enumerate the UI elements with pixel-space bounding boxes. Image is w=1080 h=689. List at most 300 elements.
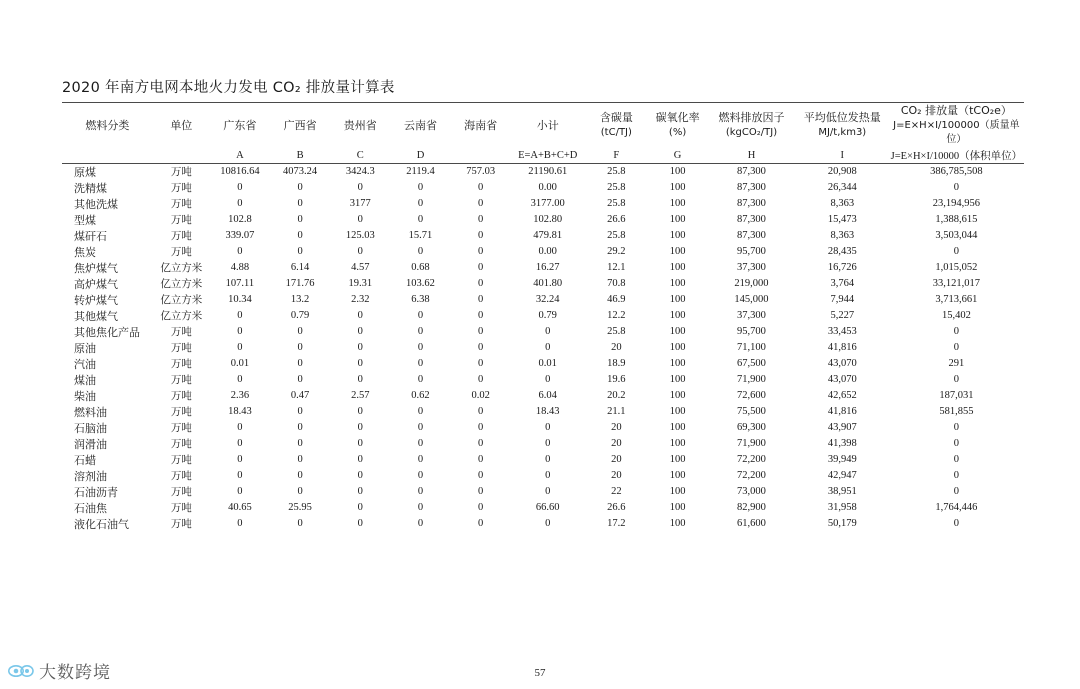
cell-yunnan: 0 <box>417 518 424 530</box>
cell-fuel-type: 焦炉煤气 <box>74 261 118 275</box>
cell-heat-value: 43,070 <box>827 358 857 370</box>
cell-co2-emissions: 0 <box>953 374 959 386</box>
cell-heat-value: 43,907 <box>827 422 857 434</box>
header-unit-heat-value: MJ/t,km3) <box>818 127 867 139</box>
cell-co2-emissions: 0 <box>953 326 959 338</box>
cell-subtotal: 18.43 <box>535 406 560 418</box>
cell-guangdong: 0 <box>237 438 243 450</box>
cell-unit: 亿立方米 <box>160 262 203 275</box>
cell-yunnan: 2119.4 <box>406 166 435 178</box>
cell-guangxi: 0 <box>297 438 303 450</box>
cell-carbon-content: 20 <box>611 438 622 450</box>
cell-oxidation-rate: 100 <box>669 342 686 354</box>
cell-fuel-type: 润滑油 <box>74 437 107 451</box>
cell-heat-value: 31,958 <box>827 502 857 514</box>
header-cell-guangdong: 广东省 <box>223 118 257 132</box>
header-unit-oxidation-rate: (%) <box>668 127 687 139</box>
cell-guangxi: 25.95 <box>288 502 312 514</box>
subheader-cell-j: J=E×H×I/10000（体积单位） <box>889 148 1024 164</box>
cell-unit: 亿立方米 <box>160 310 203 323</box>
cell-unit: 万吨 <box>170 358 192 371</box>
cell-guangdong: 0 <box>237 470 243 482</box>
cell-guangxi: 0 <box>297 214 303 226</box>
table-row <box>62 468 1024 484</box>
cell-hainan: 0 <box>478 294 484 306</box>
cell-subtotal: 0 <box>545 374 551 386</box>
cell-subtotal: 401.80 <box>533 278 563 290</box>
subheader-cell-e: E=A+B+C+D <box>511 148 585 164</box>
cell-guangdong: 0 <box>237 374 243 386</box>
cell-yunnan: 15.71 <box>408 230 433 242</box>
cell-fuel-type: 煤矸石 <box>74 229 107 243</box>
header-cell-co2-emissions <box>889 103 1024 148</box>
table-row <box>62 420 1024 436</box>
cell-guangdong: 0 <box>237 422 243 434</box>
cell-guangxi: 0 <box>297 326 303 338</box>
cell-oxidation-rate: 100 <box>669 262 686 274</box>
cell-unit: 万吨 <box>170 326 192 339</box>
cell-yunnan: 0 <box>417 182 424 194</box>
cell-hainan: 0 <box>478 278 484 290</box>
cell-yunnan: 0 <box>417 422 424 434</box>
subheader-cell-6 <box>451 148 511 164</box>
cell-fuel-type: 石蜡 <box>74 453 96 467</box>
cell-oxidation-rate: 100 <box>669 374 686 386</box>
cell-subtotal: 0.00 <box>538 246 557 258</box>
cell-subtotal: 0 <box>545 438 551 450</box>
table-row <box>62 500 1024 516</box>
cell-guizhou: 0 <box>357 422 363 434</box>
cell-emission-factor: 71,900 <box>737 374 766 386</box>
cell-unit: 亿立方米 <box>160 278 203 291</box>
header-formula-mass-unit: J=E×H×I/100000（质量单位） <box>893 119 1020 146</box>
cell-guangxi: 0 <box>297 198 303 210</box>
watermark <box>8 658 111 683</box>
cell-hainan: 0 <box>478 358 484 370</box>
cell-emission-factor: 73,000 <box>737 486 766 498</box>
cell-guangxi: 0 <box>297 518 303 530</box>
cell-hainan: 0 <box>478 406 484 418</box>
cell-oxidation-rate: 100 <box>669 502 686 514</box>
cell-emission-factor: 71,900 <box>737 438 766 450</box>
cell-subtotal: 479.81 <box>533 230 563 242</box>
table-row <box>62 340 1024 356</box>
cell-unit: 万吨 <box>170 374 192 387</box>
cell-yunnan: 103.62 <box>406 278 435 290</box>
cell-guangdong: 18.43 <box>228 406 252 418</box>
cell-subtotal: 102.80 <box>533 214 563 226</box>
cell-oxidation-rate: 100 <box>669 310 686 322</box>
cell-hainan: 0 <box>478 454 484 466</box>
cell-co2-emissions: 0 <box>953 342 959 354</box>
cell-guizhou: 0 <box>357 486 363 498</box>
cell-co2-emissions: 3,713,661 <box>935 294 978 306</box>
table-row <box>62 388 1024 404</box>
cell-carbon-content: 26.6 <box>607 502 626 514</box>
cell-guizhou: 0 <box>357 518 363 530</box>
cell-emission-factor: 67,500 <box>737 358 766 370</box>
cell-guizhou: 0 <box>357 438 363 450</box>
cell-emission-factor: 95,700 <box>737 246 766 258</box>
cell-oxidation-rate: 100 <box>669 326 686 338</box>
cell-guangdong: 0 <box>237 246 243 258</box>
cell-fuel-type: 其他洗煤 <box>74 197 118 211</box>
cell-unit: 万吨 <box>170 246 192 259</box>
cell-emission-factor: 37,300 <box>737 262 766 274</box>
cell-guangdong: 40.65 <box>228 502 252 514</box>
cell-emission-factor: 69,300 <box>737 422 766 434</box>
cell-carbon-content: 20.2 <box>607 390 626 402</box>
cell-guangxi: 4073.24 <box>283 166 318 178</box>
cell-fuel-type: 煤油 <box>74 373 96 387</box>
cell-unit: 万吨 <box>170 422 192 435</box>
page-number: 57 <box>534 667 546 679</box>
table-row <box>62 180 1024 196</box>
cell-guangdong: 4.88 <box>230 262 250 274</box>
table-subheader-row <box>62 148 1024 164</box>
subheader-cell-h: H <box>707 148 796 164</box>
cell-oxidation-rate: 100 <box>669 438 686 450</box>
cell-hainan: 0 <box>478 518 484 530</box>
cell-subtotal: 0.00 <box>538 182 557 194</box>
cell-hainan: 0 <box>478 230 484 242</box>
cell-heat-value: 39,949 <box>827 454 857 466</box>
cell-oxidation-rate: 100 <box>669 406 686 418</box>
cell-carbon-content: 29.2 <box>607 246 626 258</box>
cell-guangdong: 107.11 <box>225 278 255 290</box>
cell-yunnan: 6.38 <box>411 294 430 306</box>
cell-heat-value: 38,951 <box>827 486 857 498</box>
cell-guangxi: 0 <box>297 358 303 370</box>
cell-subtotal: 0 <box>545 326 551 338</box>
cell-co2-emissions: 15,402 <box>941 310 971 322</box>
cell-hainan: 0 <box>478 502 484 514</box>
cell-co2-emissions: 0 <box>953 518 959 530</box>
cell-subtotal: 0 <box>545 470 551 482</box>
cell-carbon-content: 21.1 <box>607 406 626 418</box>
subheader-cell-g: G <box>648 148 707 164</box>
header-cell-heat-value <box>796 103 889 148</box>
cell-heat-value: 15,473 <box>827 214 857 226</box>
cell-yunnan: 0 <box>417 438 424 450</box>
cell-carbon-content: 46.9 <box>607 294 626 306</box>
cell-guangxi: 0 <box>297 374 303 386</box>
cell-unit: 万吨 <box>170 214 192 227</box>
cell-hainan: 0 <box>478 422 484 434</box>
cell-subtotal: 0.01 <box>538 358 557 370</box>
cell-oxidation-rate: 100 <box>669 454 686 466</box>
cell-hainan: 0 <box>478 470 484 482</box>
cell-unit: 亿立方米 <box>160 294 203 307</box>
cell-carbon-content: 26.6 <box>607 214 626 226</box>
cell-heat-value: 43,070 <box>827 374 857 386</box>
cell-emission-factor: 71,100 <box>737 342 766 354</box>
header-label-oxidation-rate: 碳氧化率 <box>655 111 700 125</box>
cell-co2-emissions: 0 <box>953 486 959 498</box>
cell-heat-value: 20,908 <box>827 166 857 178</box>
cell-emission-factor: 95,700 <box>737 326 766 338</box>
cell-carbon-content: 12.1 <box>607 262 626 274</box>
cell-oxidation-rate: 100 <box>669 294 686 306</box>
cell-heat-value: 42,652 <box>827 390 857 402</box>
cell-emission-factor: 87,300 <box>737 214 766 226</box>
watermark-text: 大数跨境 <box>39 663 111 683</box>
cell-fuel-type: 洗精煤 <box>74 181 107 195</box>
cell-fuel-type: 原煤 <box>74 165 96 179</box>
cell-heat-value: 8,363 <box>830 198 855 210</box>
table-row <box>62 356 1024 372</box>
table-row <box>62 324 1024 340</box>
cell-unit: 万吨 <box>170 406 192 419</box>
table-row <box>62 244 1024 260</box>
cell-subtotal: 6.04 <box>538 390 557 402</box>
table-row <box>62 484 1024 500</box>
cell-co2-emissions: 0 <box>953 454 959 466</box>
header-cell-hainan: 海南省 <box>464 118 498 132</box>
cell-guizhou: 0 <box>357 326 363 338</box>
cell-subtotal: 16.27 <box>535 262 560 274</box>
cell-emission-factor: 75,500 <box>737 406 766 418</box>
table-header-row <box>62 103 1024 148</box>
cell-oxidation-rate: 100 <box>669 230 686 242</box>
header-cell-fuel-type: 燃料分类 <box>85 118 130 132</box>
cell-emission-factor: 72,200 <box>737 454 766 466</box>
cell-co2-emissions: 0 <box>953 246 959 258</box>
table-row <box>62 436 1024 452</box>
cell-guangxi: 171.76 <box>285 278 315 290</box>
cell-carbon-content: 12.2 <box>607 310 626 322</box>
cell-carbon-content: 22 <box>611 486 622 498</box>
cell-guizhou: 0 <box>357 358 363 370</box>
cell-carbon-content: 17.2 <box>607 518 626 530</box>
table-row <box>62 308 1024 324</box>
cell-fuel-type: 石油沥青 <box>74 485 118 499</box>
cell-yunnan: 0.62 <box>411 390 430 402</box>
cell-unit: 万吨 <box>170 198 192 211</box>
cell-fuel-type: 高炉煤气 <box>74 277 118 291</box>
cell-guangxi: 0.79 <box>290 310 310 322</box>
cell-oxidation-rate: 100 <box>669 422 686 434</box>
cell-oxidation-rate: 100 <box>669 358 686 370</box>
cell-emission-factor: 87,300 <box>737 230 766 242</box>
cell-fuel-type: 溶剂油 <box>74 469 107 483</box>
table-row <box>62 260 1024 276</box>
cell-hainan: 0 <box>478 214 484 226</box>
cell-guangxi: 0 <box>297 342 303 354</box>
cell-guizhou: 0 <box>357 342 363 354</box>
page-title: 2020 年南方电网本地火力发电 CO₂ 排放量计算表 <box>62 76 1024 103</box>
cell-guizhou: 0 <box>357 406 363 418</box>
cell-guangxi: 0.47 <box>290 390 310 402</box>
cell-hainan: 0 <box>478 342 484 354</box>
cell-hainan: 0 <box>478 310 484 322</box>
cell-co2-emissions: 187,031 <box>939 390 974 402</box>
cell-subtotal: 32.24 <box>535 294 560 306</box>
cell-guizhou: 0 <box>357 470 363 482</box>
cell-hainan: 0 <box>478 246 484 258</box>
cell-yunnan: 0 <box>417 310 424 322</box>
cell-hainan: 0 <box>478 486 484 498</box>
cell-subtotal: 66.60 <box>535 502 560 514</box>
cell-subtotal: 0 <box>545 486 551 498</box>
cell-yunnan: 0 <box>417 326 424 338</box>
cell-fuel-type: 焦炭 <box>74 245 96 259</box>
cell-heat-value: 41,398 <box>827 438 857 450</box>
cell-co2-emissions: 0 <box>953 470 959 482</box>
cell-hainan: 0 <box>478 182 484 194</box>
cell-guangdong: 0 <box>237 518 243 530</box>
cell-hainan: 0 <box>478 198 484 210</box>
cell-fuel-type: 燃料油 <box>74 405 107 419</box>
cell-guizhou: 0 <box>357 374 363 386</box>
cell-yunnan: 0 <box>417 358 424 370</box>
cell-emission-factor: 219,000 <box>734 278 769 290</box>
cell-oxidation-rate: 100 <box>669 246 686 258</box>
cell-emission-factor: 61,600 <box>737 518 766 530</box>
header-cell-guangxi: 广西省 <box>283 118 317 132</box>
cell-unit: 万吨 <box>170 342 192 355</box>
cell-subtotal: 3177.00 <box>530 198 565 210</box>
cell-carbon-content: 25.8 <box>607 198 626 210</box>
cell-oxidation-rate: 100 <box>669 182 686 194</box>
cell-guizhou: 2.57 <box>351 390 370 402</box>
cell-heat-value: 50,179 <box>827 518 857 530</box>
header-cell-carbon-content <box>585 103 648 148</box>
cell-co2-emissions: 386,785,508 <box>930 166 983 178</box>
cell-co2-emissions: 0 <box>953 182 959 194</box>
cell-fuel-type: 其他焦化产品 <box>74 325 140 339</box>
cell-yunnan: 0 <box>417 486 424 498</box>
cell-emission-factor: 145,000 <box>734 294 769 306</box>
cell-yunnan: 0 <box>417 342 424 354</box>
subheader-cell-f: F <box>585 148 648 164</box>
table-row <box>62 372 1024 388</box>
cell-subtotal: 0.79 <box>538 310 557 322</box>
subheader-cell-b: B <box>270 148 330 164</box>
cell-heat-value: 26,344 <box>827 182 857 194</box>
cell-emission-factor: 72,600 <box>737 390 766 402</box>
cell-co2-emissions: 1,015,052 <box>935 262 978 274</box>
cell-co2-emissions: 291 <box>948 358 965 370</box>
cell-unit: 万吨 <box>170 390 192 403</box>
header-cell-unit: 单位 <box>170 118 193 132</box>
cell-fuel-type: 液化石油气 <box>74 517 129 531</box>
cell-guizhou: 3424.3 <box>345 166 375 178</box>
cell-yunnan: 0 <box>417 502 424 514</box>
subheader-cell-0 <box>62 148 153 164</box>
cell-fuel-type: 型煤 <box>74 213 96 227</box>
table-row <box>62 404 1024 420</box>
cell-guangdong: 0 <box>237 342 243 354</box>
cell-co2-emissions: 1,764,446 <box>935 502 978 514</box>
header-label-co2-emissions: CO₂ 排放量（tCO₂e） <box>900 104 1012 117</box>
header-unit-emission-factor: (kgCO₂/TJ) <box>725 127 778 139</box>
cell-guizhou: 3177 <box>349 198 371 210</box>
header-unit-carbon-content: (tC/TJ) <box>600 127 632 139</box>
cell-oxidation-rate: 100 <box>669 166 686 178</box>
cell-hainan: 0 <box>478 326 484 338</box>
table-row <box>62 516 1024 532</box>
cell-oxidation-rate: 100 <box>669 278 686 290</box>
cell-guizhou: 0 <box>357 310 363 322</box>
cell-heat-value: 3,764 <box>830 278 855 290</box>
cell-yunnan: 0 <box>417 374 424 386</box>
cell-guangdong: 102.8 <box>228 214 252 226</box>
cell-guizhou: 0 <box>357 182 363 194</box>
cell-carbon-content: 18.9 <box>607 358 626 370</box>
cell-guangxi: 0 <box>297 470 303 482</box>
cell-heat-value: 41,816 <box>827 342 857 354</box>
cell-co2-emissions: 1,388,615 <box>935 214 978 226</box>
cell-guizhou: 0 <box>357 246 363 258</box>
cell-carbon-content: 25.8 <box>607 230 626 242</box>
cell-subtotal: 21190.61 <box>528 166 568 178</box>
cell-guizhou: 125.03 <box>345 230 375 242</box>
subheader-cell-i: I <box>796 148 889 164</box>
cell-carbon-content: 25.8 <box>607 166 626 178</box>
cell-guangdong: 0 <box>237 326 243 338</box>
cell-guangxi: 0 <box>297 406 303 418</box>
cell-guangxi: 0 <box>297 486 303 498</box>
cell-fuel-type: 原油 <box>74 341 96 355</box>
cell-guizhou: 4.57 <box>351 262 370 274</box>
cell-guizhou: 0 <box>357 214 363 226</box>
table-row <box>62 452 1024 468</box>
cell-guangxi: 0 <box>297 454 303 466</box>
cell-emission-factor: 82,900 <box>737 502 766 514</box>
cell-heat-value: 16,726 <box>827 262 857 274</box>
cell-fuel-type: 其他煤气 <box>74 309 118 323</box>
cell-unit: 万吨 <box>170 470 192 483</box>
cell-fuel-type: 石脑油 <box>74 421 107 435</box>
table-row <box>62 228 1024 244</box>
cell-guizhou: 2.32 <box>351 294 370 306</box>
cell-hainan: 0 <box>478 262 484 274</box>
cell-guangdong: 0 <box>237 310 243 322</box>
cell-guangxi: 0 <box>297 422 303 434</box>
cell-oxidation-rate: 100 <box>669 470 686 482</box>
cell-guangdong: 0 <box>237 454 243 466</box>
cell-guangdong: 10816.64 <box>220 166 260 178</box>
cell-guangdong: 0 <box>237 198 243 210</box>
cell-hainan: 0 <box>478 438 484 450</box>
cell-emission-factor: 87,300 <box>737 166 766 178</box>
table-row <box>62 212 1024 228</box>
cell-oxidation-rate: 100 <box>669 198 686 210</box>
cell-heat-value: 41,816 <box>827 406 857 418</box>
cell-heat-value: 7,944 <box>830 294 855 306</box>
header-label-heat-value: 平均低位发热量 <box>803 111 881 125</box>
cell-guangdong: 10.34 <box>228 294 252 306</box>
cell-unit: 万吨 <box>170 182 192 195</box>
cell-guizhou: 0 <box>357 502 363 514</box>
cell-carbon-content: 25.8 <box>607 326 626 338</box>
cell-unit: 万吨 <box>170 166 192 179</box>
cell-unit: 万吨 <box>170 454 192 467</box>
cell-carbon-content: 20 <box>611 342 622 354</box>
cell-unit: 万吨 <box>170 502 192 515</box>
header-cell-yunnan: 云南省 <box>403 118 437 132</box>
cell-guangxi: 0 <box>297 182 303 194</box>
cell-guangdong: 0.01 <box>230 358 250 370</box>
header-cell-emission-factor <box>707 103 796 148</box>
cell-subtotal: 0 <box>545 454 551 466</box>
cell-co2-emissions: 23,194,956 <box>932 198 980 210</box>
cell-emission-factor: 87,300 <box>737 198 766 210</box>
cell-emission-factor: 37,300 <box>737 310 766 322</box>
cell-guangxi: 13.2 <box>290 294 310 306</box>
cell-guangdong: 2.36 <box>230 390 250 402</box>
